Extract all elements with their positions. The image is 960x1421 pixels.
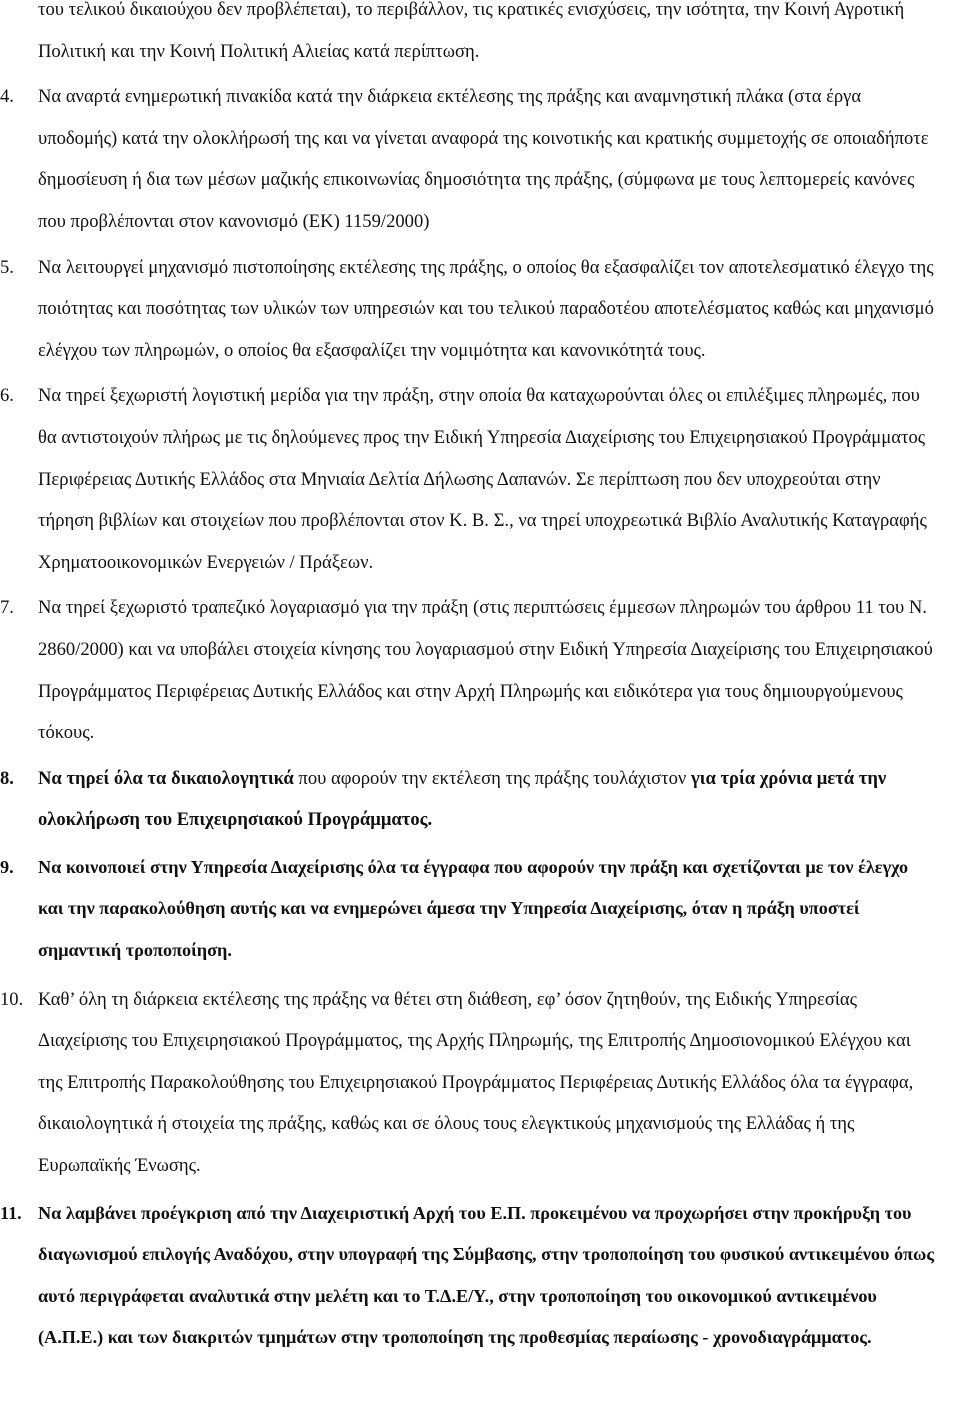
item-text: Να αναρτά ενημερωτική πινακίδα κατά την διάρκεια εκτέλεσης της πράξης και αναμνηστική πλάκα (στα έργα υποδομής) κατά την ολοκλήρωσή της και να γίνεται αναφορά της κοινοτικής και κρατικής συμμετοχής σε οποιαδήποτε δημοσίευση ή δια των μέσων μαζικής επικοινωνίας δημοσιότητα της πράξης, (σύμφωνα με τους λεπτομερείς κανόνες που προβλέπονται στον κανονισμό (ΕΚ) 1159/2000): [38, 86, 929, 232]
item-text: Να τηρεί ξεχωριστό τραπεζικό λογαριασμό για την πράξη (στις περιπτώσεις έμμεσων πληρωμών του άρθρου 11 του Ν. 2860/2000) και να υποβάλει στοιχεία κίνησης του λογαριασμού στην Ειδική Υπηρεσία Διαχείρισης του Επιχειρησιακού Προγράμματος Περιφέρειας Δυτικής Ελλάδος και στην Αρχή Πληρωμής και ειδικότερα για τους δημιουργούμενους τόκους.: [38, 597, 933, 744]
item-number: 6.: [0, 385, 14, 407]
list-item-4: [0, 76, 936, 242]
intro-paragraph: του τελικού δικαιούχου δεν προβλέπεται), το περιβάλλον, τις κρατικές ενισχύσεις, την ισότητα, την Κοινή Αγροτική Πολιτική και την Κοινή Πολιτική Αλιείας κατά περίπτωση.: [38, 0, 905, 62]
item-number: 8.: [0, 767, 14, 789]
list-item-11: [0, 1193, 936, 1359]
list-item-9: [0, 847, 936, 972]
item-text: Να κοινοποιεί στην Υπηρεσία Διαχείρισης όλα τα έγγραφα που αφορούν την πράξη και σχετίζονται με τον έλεγχο και την παρακολούθηση αυτής και να ενημερώνει άμεσα την Υπηρεσία Διαχείρισης, όταν η πράξη υποστεί σημαντική τροποποίηση.: [38, 856, 909, 961]
item-text-regular: που αφορούν την εκτέλεση της πράξης τουλάχιστον: [293, 767, 691, 789]
item-text: [38, 758, 936, 841]
item-text: Καθ’ όλη τη διάρκεια εκτέλεσης της πράξης να θέτει στη διάθεση, εφ’ όσον ζητηθούν, της Ειδικής Υπηρεσίας Διαχείρισης του Επιχειρησιακού Προγράμματος, της Αρχής Πληρωμής, της Επιτροπής Δημοσιονομικού Ελέγχου και της Επιτροπής Παρακολούθησης του Επιχειρησιακού Προγράμματος Περιφέρειας Δυτικής Ελλάδος όλα τα έγγραφα, δικαιολογητικά ή στοιχεία της πράξης, καθώς και σε όλους τους ελεγκτικούς μηχανισμούς της Ελλάδας ή της Ευρωπαϊκής Ένωσης.: [38, 988, 914, 1177]
list-item-8: [0, 758, 936, 841]
list-item-7: [0, 587, 936, 753]
item-number: 10.: [0, 988, 24, 1010]
item-text: Να τηρεί ξεχωριστή λογιστική μερίδα για την πράξη, στην οποία θα καταχωρούνται όλες οι επιλέξιμες πληρωμές, που θα αντιστοιχούν πλήρως με τις δηλούμενες προς την Ειδική Υπηρεσία Διαχείρισης του Επιχειρησιακού Προγράμματος Περιφέρειας Δυτικής Ελλάδος στα Μηνιαία Δελτία Δήλωσης Δαπανών. Σε περίπτωση που δεν υποχρεούται στην τήρηση βιβλίων και στοιχείων που προβλέπονται στον Κ. Β. Σ., να τηρεί υποχρεωτικά Βιβλίο Αναλυτικής Καταγραφής Χρηματοοικονομικών Ενεργειών / Πράξεων.: [38, 385, 927, 573]
list-item-6: [0, 375, 936, 583]
item-text-bold-tail: για τρία χρόνια μετά την ολοκλήρωση του Επιχειρησιακού Προγράμματος.: [38, 767, 887, 831]
list-item-10: [0, 979, 936, 1187]
item-number: 4.: [0, 86, 14, 108]
item-number: 11.: [0, 1202, 22, 1223]
item-number: 5.: [0, 256, 14, 278]
list-item-5: [0, 247, 936, 372]
item-text: Να λειτουργεί μηχανισμό πιστοποίησης εκτέλεσης της πράξης, ο οποίος θα εξασφαλίζει τον αποτελεσματικό έλεγχο της ποιότητας και ποσότητας των υλικών των υπηρεσιών και του τελικού παραδοτέου αποτελέσματος καθώς και μηχανισμό ελέγχου των πληρωμών, ο οποίος θα εξασφαλίζει την νομιμότητα και κανονικότητά τους.: [38, 256, 934, 361]
item-number: 9.: [0, 856, 14, 877]
item-text: Να λαμβάνει προέγκριση από την Διαχειριστική Αρχή του Ε.Π. προκειμένου να προχωρήσει στην προκήρυξη του διαγωνισμού επιλογής Αναδόχου, στην υπογραφή της Σύμβασης, στην τροποποίηση του φυσικού αντικειμένου όπως αυτό περιγράφεται αναλυτικά στην μελέτη και το Τ.Δ.Ε/Υ., στην τροποποίηση του οικονομικού αντικειμένου (Α.Π.Ε.) και των διακριτών τμημάτων στην τροποποίηση της προθεσμίας περαίωσης - χρονοδιαγράμματος.: [38, 1202, 934, 1348]
item-number: 7.: [0, 597, 14, 619]
item-text-bold-lead: Να τηρεί όλα τα δικαιολογητικά: [38, 767, 294, 789]
